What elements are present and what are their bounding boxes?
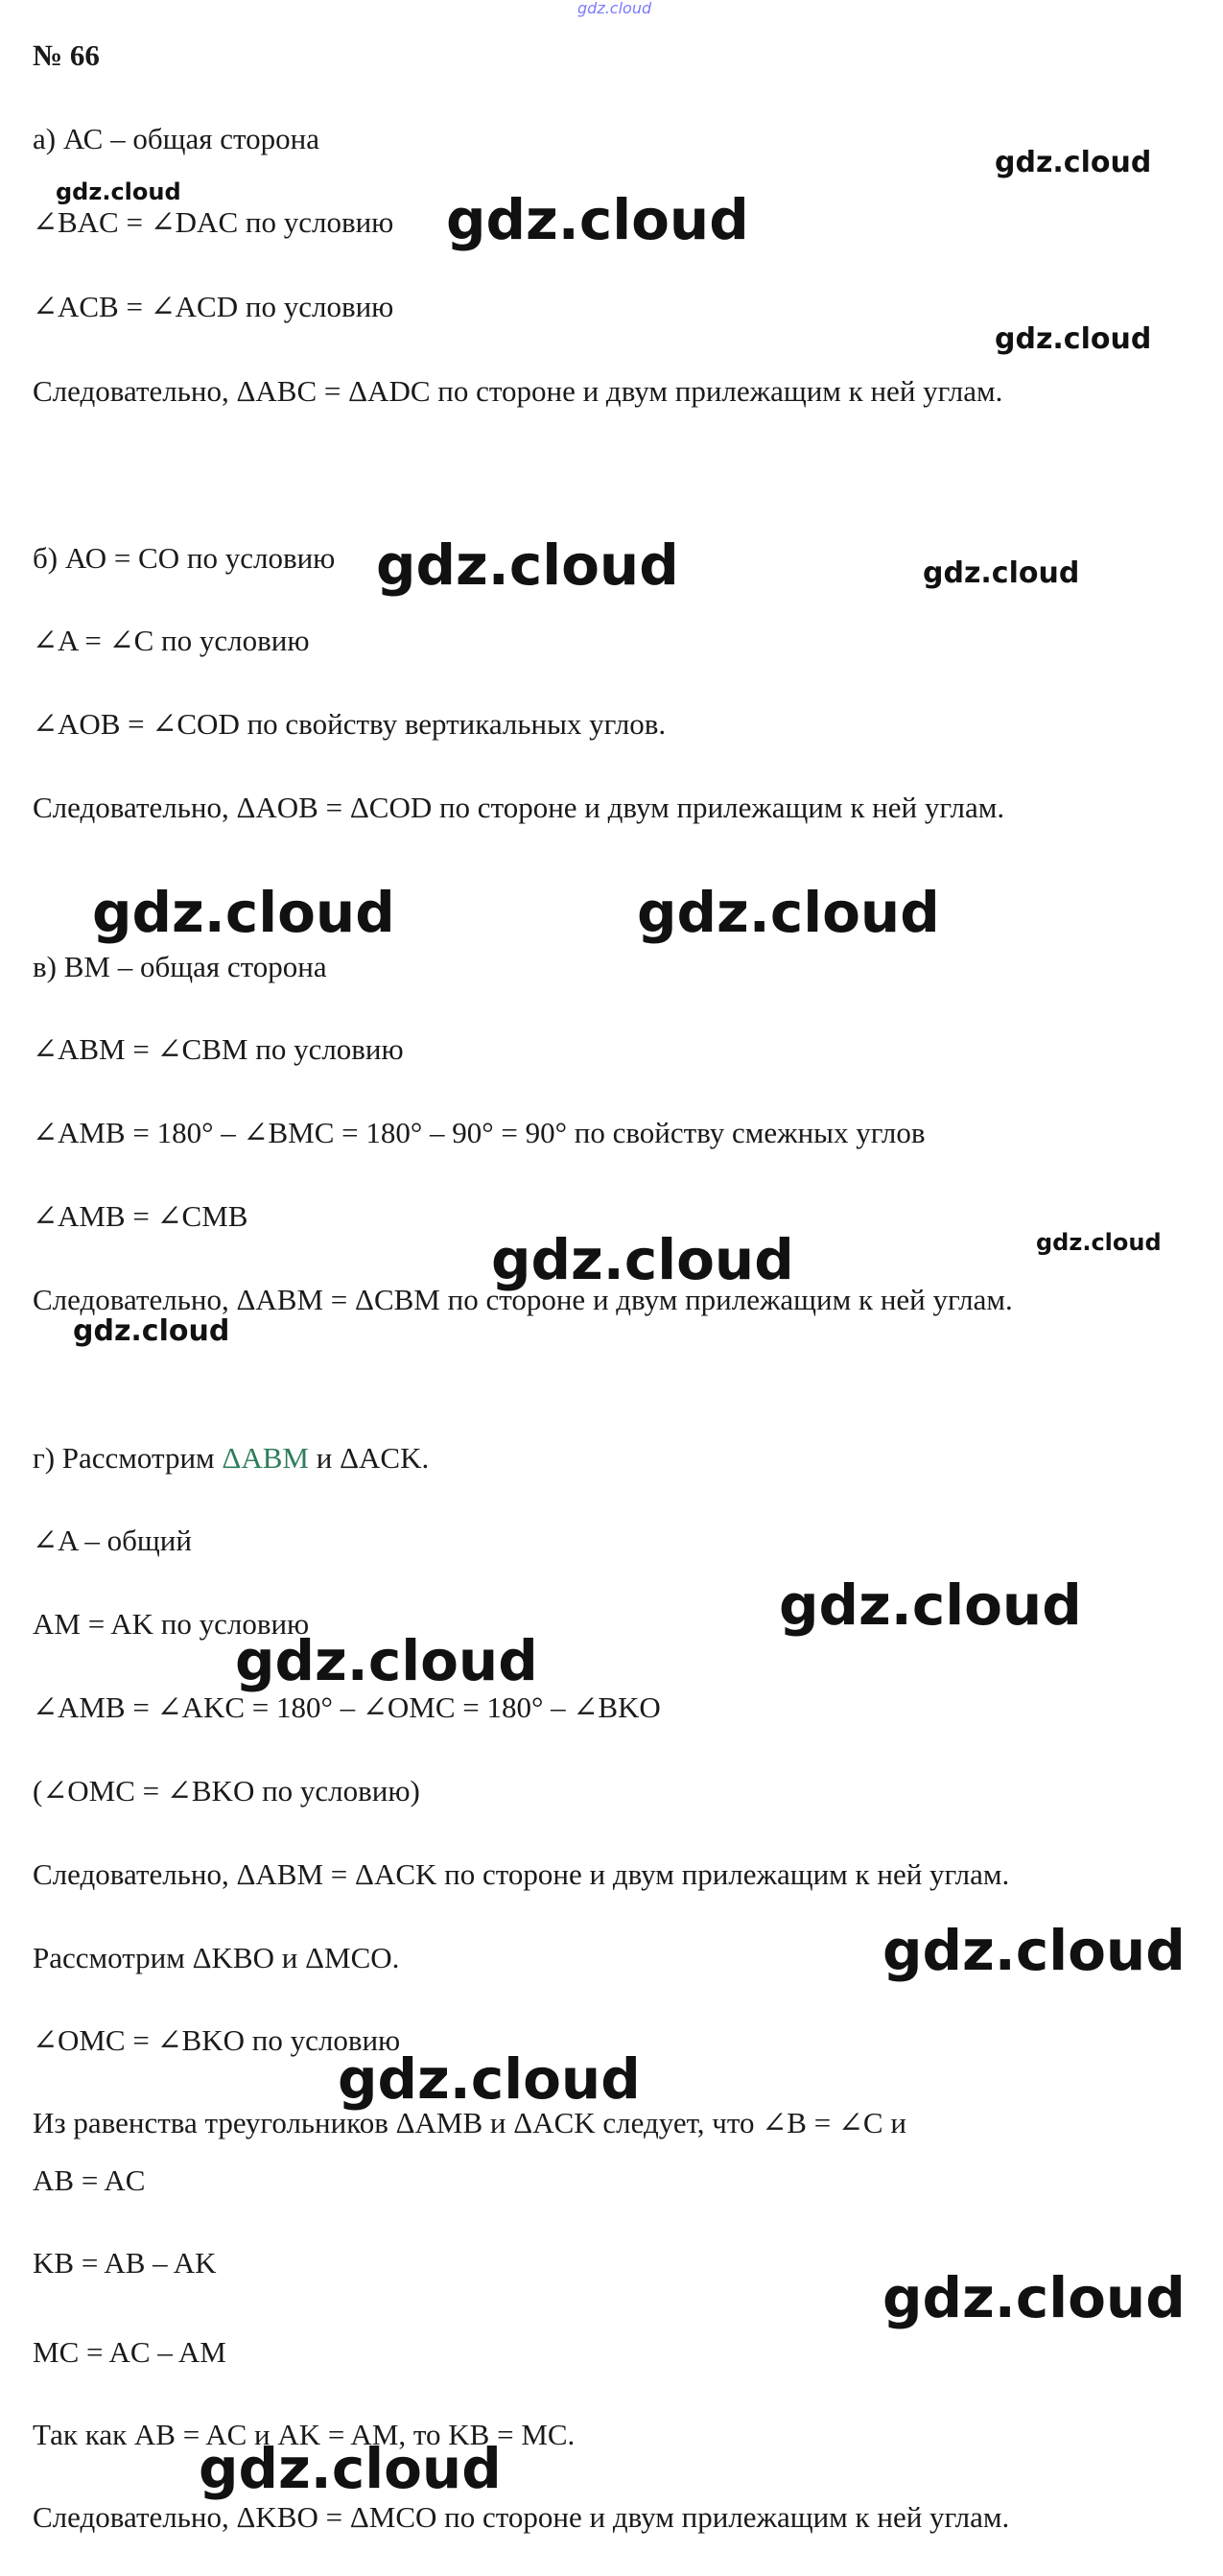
part-a-line-2: ∠BAC = ∠DAC по условию (33, 205, 394, 239)
part-a-line-1: а) АС – общая сторона (33, 122, 320, 155)
watermark: gdz.cloud (882, 1918, 1186, 1983)
part-v-line-4: ∠AMB = ∠CMB (33, 1199, 248, 1233)
watermark: gdz.cloud (995, 146, 1152, 179)
part-g-line-1: ∠A – общий (33, 1524, 192, 1557)
part-g-line-2: AM = AK по условию (33, 1607, 310, 1641)
part-v-line-3: ∠AMB = 180° – ∠BMC = 180° – 90° = 90° по свойству смежных углов (33, 1116, 926, 1149)
watermark-top: gdz.cloud (577, 0, 652, 17)
part-g-line-9: AB = AC (33, 2163, 146, 2197)
watermark: gdz.cloud (779, 1572, 1082, 1638)
watermark: gdz.cloud (56, 178, 181, 205)
part-g-line-6: Рассмотрим ΔKBO и ΔMCO. (33, 1941, 400, 1974)
part-g-line-11: MC = AC – AM (33, 2335, 226, 2369)
part-b-line-2: ∠A = ∠C по условию (33, 624, 310, 657)
watermark: gdz.cloud (882, 2265, 1186, 2330)
part-g-line-4: (∠OMC = ∠BKO по условию) (33, 1774, 420, 1808)
watermark: gdz.cloud (637, 880, 940, 945)
part-g-intro-suffix: и ΔACK. (308, 1441, 430, 1475)
part-g-line-5: Следовательно, ΔABM = ΔACK по стороне и двум прилежащим к ней углам. (33, 1857, 1010, 1891)
part-v-line-5: Следовательно, ΔABM = ΔCBM по стороне и двум прилежащим к ней углам. (33, 1283, 1013, 1316)
problem-number: № 66 (33, 38, 100, 72)
watermark: gdz.cloud (338, 2046, 641, 2112)
watermark: gdz.cloud (199, 2436, 502, 2501)
watermark: gdz.cloud (235, 1628, 538, 1693)
part-a-line-3: ∠ACB = ∠ACD по условию (33, 290, 394, 323)
part-g-intro (33, 1439, 429, 1477)
watermark: gdz.cloud (73, 1314, 230, 1348)
watermark: gdz.cloud (376, 532, 679, 598)
part-g-intro-highlight: ΔABM (222, 1441, 309, 1475)
part-v-line-2: ∠ABM = ∠CBM по условию (33, 1032, 404, 1066)
part-g-line-3: ∠AMB = ∠AKC = 180° – ∠OMC = 180° – ∠BKO (33, 1690, 661, 1724)
part-g-line-7: ∠OMC = ∠BKO по условию (33, 2023, 401, 2057)
part-g-line-12: Так как AB = AC и AK = AM, то KB = MC. (33, 2418, 576, 2451)
part-v-line-1: в) ВМ – общая сторона (33, 950, 327, 983)
part-a-line-4: Следовательно, ΔABC = ΔADC по стороне и двум прилежащим к ней углам. (33, 374, 1003, 408)
watermark: gdz.cloud (1036, 1229, 1162, 1256)
part-g-line-10: KB = AB – AK (33, 2246, 217, 2280)
watermark: gdz.cloud (995, 322, 1152, 356)
watermark: gdz.cloud (446, 187, 749, 252)
watermark: gdz.cloud (923, 556, 1080, 590)
part-g-intro-prefix: г) Рассмотрим (33, 1441, 223, 1475)
part-b-line-3: ∠AOB = ∠COD по свойству вертикальных углов. (33, 707, 667, 741)
part-b-line-1: б) АО = СО по условию (33, 541, 336, 575)
part-g-line-8: Из равенства треугольников ΔAMB и ΔACK следует, что ∠B = ∠C и (33, 2106, 906, 2139)
watermark: gdz.cloud (491, 1227, 794, 1292)
watermark: gdz.cloud (92, 880, 395, 945)
part-g-line-13: Следовательно, ΔKBO = ΔMCO по стороне и двум прилежащим к ней углам. (33, 2500, 1010, 2534)
part-b-line-4: Следовательно, ΔAOB = ΔCOD по стороне и двум прилежащим к ней углам. (33, 791, 1005, 824)
